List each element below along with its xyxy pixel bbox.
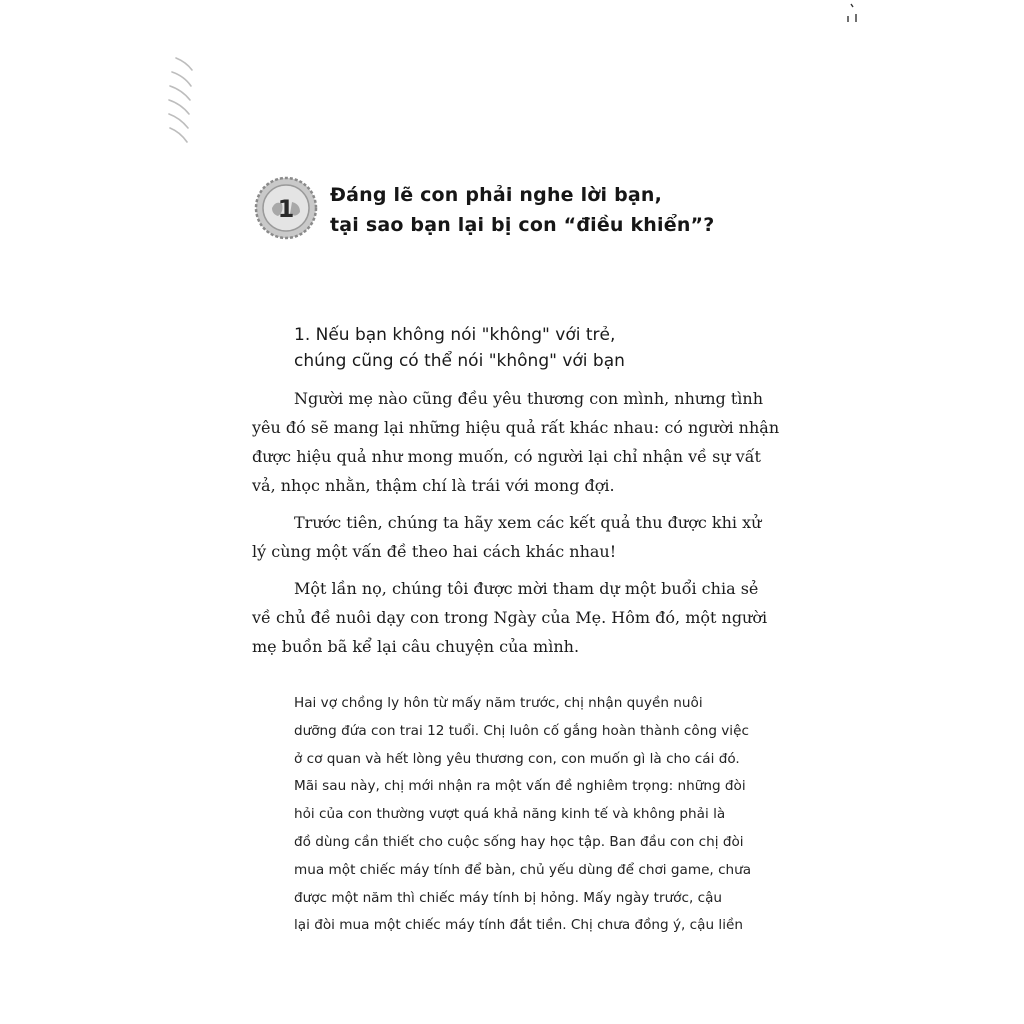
paragraph-line: vả, nhọc nhằn, thậm chí là trái với mong đợi. bbox=[252, 476, 615, 495]
chapter-number: 1 bbox=[277, 195, 295, 223]
story-line: mua một chiếc máy tính để bàn, chủ yếu dùng để chơi game, chưa bbox=[294, 861, 752, 878]
chapter-title bbox=[330, 180, 770, 240]
section-heading bbox=[294, 322, 774, 374]
paragraph bbox=[252, 574, 768, 661]
paragraph bbox=[252, 384, 780, 500]
story-line: hỏi của con thường vượt quá khả năng kinh tế và không phải là bbox=[294, 806, 726, 823]
story-line: Hai vợ chồng ly hôn từ mấy năm trước, chị nhận quyền nuôi bbox=[294, 695, 703, 711]
body-text bbox=[252, 384, 780, 669]
paragraph-line: mẹ buồn bã kể lại câu chuyện của mình. bbox=[252, 637, 580, 656]
paragraph-line: được hiệu quả như mong muốn, có người lại chỉ nhận về sự vất bbox=[252, 447, 761, 466]
section-heading-line: 1. Nếu bạn không nói "không" với trẻ, bbox=[294, 325, 616, 345]
story-line: dưỡng đứa con trai 12 tuổi. Chị luôn cố gắng hoàn thành công việc bbox=[294, 722, 749, 739]
scan-corner-mark bbox=[846, 2, 860, 24]
story-line: ở cơ quan và hết lòng yêu thương con, con muốn gì là cho cái đó. bbox=[294, 750, 740, 767]
paragraph bbox=[252, 508, 760, 566]
paragraph-line: Người mẹ nào cũng đều yêu thương con mình, nhưng tình bbox=[294, 389, 764, 408]
story-line: Mãi sau này, chị mới nhận ra một vấn đề nghiêm trọng: những đòi bbox=[294, 778, 746, 795]
chapter-number-badge bbox=[254, 176, 318, 240]
chapter-title-line: Đáng lẽ con phải nghe lời bạn, bbox=[330, 184, 663, 206]
paragraph-line: Trước tiên, chúng ta hãy xem các kết quả thu được khi xử bbox=[294, 513, 762, 532]
paragraph-line: Một lần nọ, chúng tôi được mời tham dự một buổi chia sẻ bbox=[294, 579, 759, 598]
story-line: được một năm thì chiếc máy tính bị hỏng. Mấy ngày trước, cậu bbox=[294, 889, 723, 906]
paragraph-line: yêu đó sẽ mang lại những hiệu quả rất khác nhau: có người nhận bbox=[252, 418, 780, 437]
story-line: lại đòi mua một chiếc máy tính đắt tiền. Chị chưa đồng ý, cậu liền bbox=[294, 917, 743, 934]
page-edge-lines-decoration bbox=[166, 56, 196, 152]
story-line: đồ dùng cần thiết cho cuộc sống hay học tập. Ban đầu con chị đòi bbox=[294, 833, 744, 850]
story-excerpt bbox=[294, 690, 774, 940]
section-heading-line: chúng cũng có thể nói "không" với bạn bbox=[294, 351, 625, 371]
paragraph-line: lý cùng một vấn đề theo hai cách khác nhau! bbox=[252, 542, 617, 561]
chapter-badge-icon bbox=[254, 176, 318, 240]
paragraph-line: về chủ đề nuôi dạy con trong Ngày của Mẹ. Hôm đó, một người bbox=[252, 608, 768, 627]
chapter-title-line: tại sao bạn lại bị con “điều khiển”? bbox=[330, 214, 715, 236]
